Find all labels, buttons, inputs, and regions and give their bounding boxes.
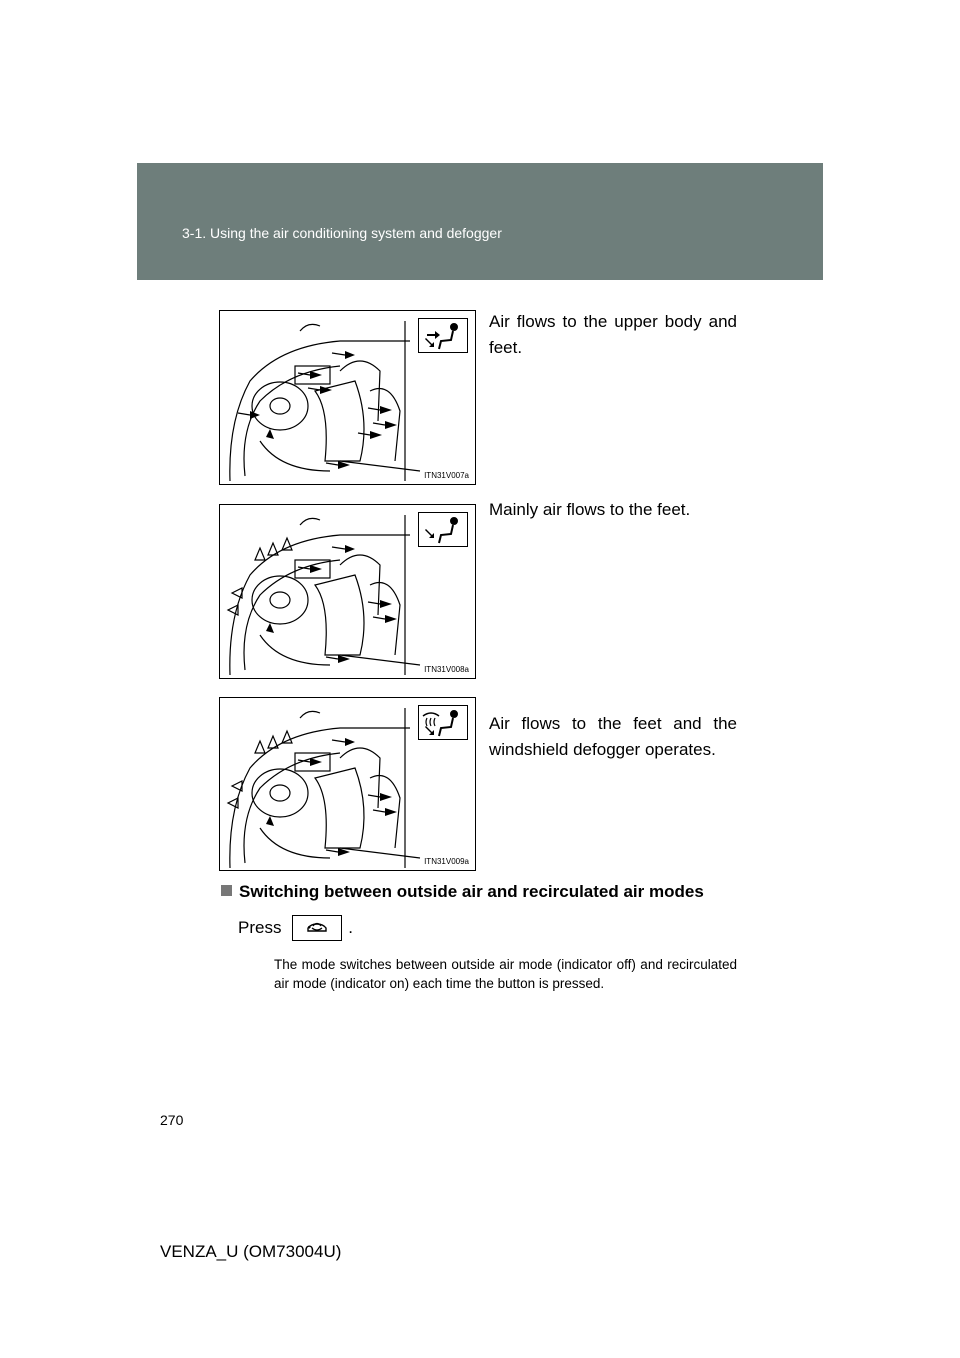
press-label: Press	[238, 918, 282, 937]
figure-code: ITN31V008a	[424, 665, 469, 674]
figure-code: ITN31V007a	[424, 471, 469, 480]
document-footer: VENZA_U (OM73004U)	[160, 1242, 342, 1261]
heading-text: Switching between outside air and recirculated air modes	[239, 882, 704, 901]
mode-description: Mainly air flows to the feet.	[489, 500, 691, 519]
figure-bi-level-airflow	[219, 310, 476, 485]
header-band	[137, 163, 823, 280]
recirculate-air-button[interactable]	[292, 915, 342, 941]
mode-switch-note: The mode switches between outside air mode (indicator off) and recirculated air mode (indicator on) each time the button is pressed.	[274, 957, 737, 991]
heading-bullet-icon	[221, 885, 232, 896]
figure-feet-airflow	[219, 504, 476, 679]
feet-defrost-icon	[418, 705, 468, 740]
bi-level-vent-icon	[418, 318, 468, 353]
mode-description: Air flows to the upper body and feet.	[489, 312, 737, 357]
press-instruction	[238, 915, 353, 941]
figure-code: ITN31V009a	[424, 857, 469, 866]
section-title: 3-1. Using the air conditioning system and defogger	[182, 225, 502, 241]
feet-vent-icon	[418, 512, 468, 547]
press-suffix: .	[348, 918, 353, 937]
figure-feet-defrost-airflow	[219, 697, 476, 871]
page-number: 270	[160, 1112, 184, 1128]
section-heading	[221, 882, 704, 902]
recirculate-air-icon	[293, 916, 341, 940]
mode-description: Air flows to the feet and the windshield defogger operates.	[489, 714, 737, 759]
